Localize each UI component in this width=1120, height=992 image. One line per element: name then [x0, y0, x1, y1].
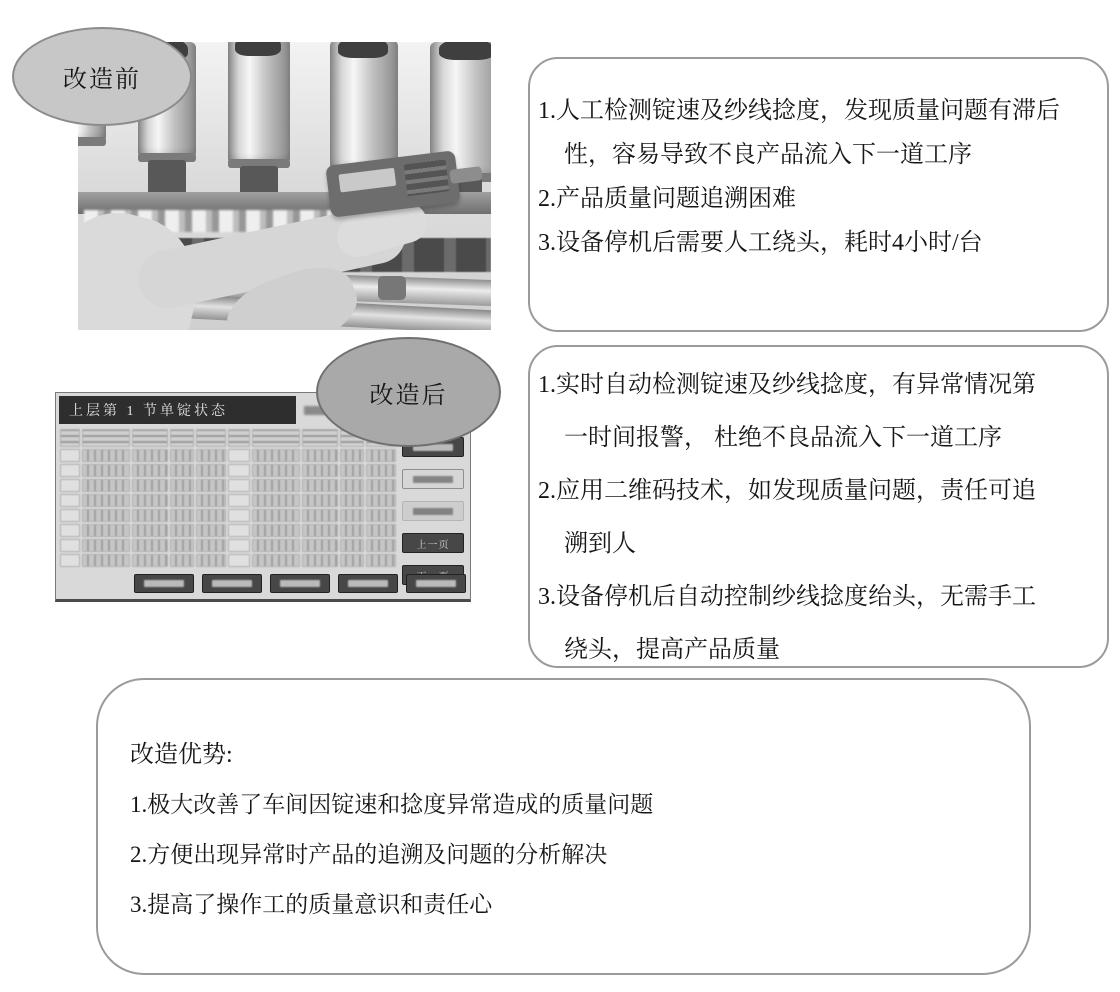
text-line: 3.设备停机后自动控制纱线捻度绐头，无需手工	[538, 584, 1036, 610]
table-header-cell	[228, 429, 250, 447]
table-cell	[196, 449, 226, 462]
illegible-label	[413, 476, 454, 483]
table-cell	[82, 524, 130, 537]
table-header-cell	[82, 429, 130, 447]
table-header-cell	[132, 429, 168, 447]
table-row	[60, 509, 396, 522]
table-cell	[60, 524, 80, 537]
before-issues-box	[528, 57, 1109, 332]
table-cell	[340, 509, 364, 522]
table-cell	[132, 554, 168, 567]
screenshot-bottom-buttons	[56, 574, 466, 593]
table-cell	[228, 449, 250, 462]
table-cell	[252, 539, 300, 552]
table-cell	[302, 509, 338, 522]
advantages-box	[96, 678, 1031, 975]
table-cell	[196, 479, 226, 492]
text-line: 2.产品质量问题追溯困难	[538, 186, 796, 212]
text-line: 1.人工检测锭速及纱线捻度，发现质量问题有滞后	[538, 98, 1060, 124]
table-cell	[60, 539, 80, 552]
table-cell	[366, 479, 396, 492]
table-row	[60, 494, 396, 507]
table-header-cell	[60, 429, 80, 447]
table-cell	[82, 479, 130, 492]
after-label: 改造后	[369, 382, 448, 409]
table-cell	[340, 464, 364, 477]
table-cell	[170, 539, 194, 552]
table-cell	[170, 464, 194, 477]
table-cell	[252, 494, 300, 507]
table-cell	[366, 554, 396, 567]
table-cell	[132, 464, 168, 477]
screenshot-bottom-button	[270, 574, 330, 593]
screenshot-bottom-button	[406, 574, 466, 593]
table-cell	[302, 464, 338, 477]
screenshot-bottom-button	[338, 574, 398, 593]
table-cell	[132, 449, 168, 462]
table-cell	[132, 509, 168, 522]
spindle-can	[228, 42, 290, 166]
text-line: 绕头，提高产品质量	[564, 637, 780, 663]
table-cell	[302, 554, 338, 567]
table-cell	[366, 449, 396, 462]
table-header-cell	[196, 429, 226, 447]
text-line: 一时间报警， 杜绝不良品流入下一道工序	[564, 425, 1002, 451]
screenshot-bottom-button	[134, 574, 194, 593]
table-row	[60, 479, 396, 492]
screenshot-spindle-table	[60, 429, 396, 569]
table-cell	[82, 554, 130, 567]
side-button-label: 上一页	[416, 539, 450, 551]
illegible-label	[144, 580, 183, 587]
screenshot-bottom-button	[202, 574, 262, 593]
table-cell	[82, 494, 130, 507]
spindle-can	[330, 42, 398, 172]
text-line: 性，容易导致不良产品流入下一道工序	[564, 142, 972, 168]
table-cell	[196, 509, 226, 522]
text-line: 1.实时自动检测锭速及纱线捻度，有异常情况第	[538, 372, 1036, 398]
table-cell	[302, 539, 338, 552]
illegible-label	[413, 508, 454, 515]
text-line: 溯到人	[564, 531, 636, 557]
illegible-label	[348, 580, 387, 587]
screenshot-side-button	[402, 501, 464, 521]
table-cell	[170, 554, 194, 567]
table-cell	[196, 464, 226, 477]
table-cell	[196, 539, 226, 552]
table-header-cell	[302, 429, 338, 447]
screenshot-titlebar	[59, 396, 296, 424]
table-cell	[228, 554, 250, 567]
table-cell	[366, 539, 396, 552]
table-cell	[60, 494, 80, 507]
table-cell	[170, 494, 194, 507]
table-cell	[302, 494, 338, 507]
table-cell	[340, 554, 364, 567]
table-cell	[366, 464, 396, 477]
table-row	[60, 449, 396, 462]
advantages-title: 改造优势:	[130, 742, 233, 768]
text-line: 3.提高了操作工的质量意识和责任心	[130, 892, 493, 917]
table-cell	[228, 479, 250, 492]
table-cell	[228, 524, 250, 537]
table-cell	[252, 509, 300, 522]
table-cell	[132, 524, 168, 537]
table-cell	[252, 479, 300, 492]
table-row	[60, 539, 396, 552]
illegible-label	[280, 580, 319, 587]
table-row	[60, 464, 396, 477]
text-line: 2.方便出现异常时产品的追溯及问题的分析解决	[130, 842, 608, 867]
table-cell	[302, 449, 338, 462]
table-cell	[252, 464, 300, 477]
table-cell	[302, 479, 338, 492]
roller-cap	[378, 276, 406, 300]
table-cell	[228, 509, 250, 522]
table-cell	[302, 524, 338, 537]
illegible-label	[212, 580, 251, 587]
text-line: 3.设备停机后需要人工绕头，耗时4小时/台	[538, 230, 983, 256]
table-cell	[132, 494, 168, 507]
table-cell	[340, 449, 364, 462]
machine-bracket	[148, 160, 186, 194]
table-cell	[196, 524, 226, 537]
screenshot-side-button	[402, 533, 464, 553]
screenshot-title: 上层第 1 节单锭状态	[69, 404, 228, 419]
table-cell	[82, 539, 130, 552]
table-header-cell	[252, 429, 300, 447]
table-header-cell	[170, 429, 194, 447]
table-cell	[366, 509, 396, 522]
table-cell	[132, 479, 168, 492]
after-label-bubble	[316, 337, 501, 447]
table-cell	[340, 524, 364, 537]
table-cell	[252, 524, 300, 537]
table-cell	[196, 554, 226, 567]
table-cell	[228, 494, 250, 507]
table-cell	[228, 464, 250, 477]
table-cell	[252, 554, 300, 567]
table-cell	[170, 509, 194, 522]
table-row	[60, 524, 396, 537]
table-cell	[366, 494, 396, 507]
table-cell	[170, 524, 194, 537]
table-cell	[60, 449, 80, 462]
screenshot-side-button	[402, 469, 464, 489]
table-cell	[196, 494, 226, 507]
text-line: 2.应用二维码技术，如发现质量问题，责任可追	[538, 478, 1036, 504]
illegible-label	[416, 580, 455, 587]
table-cell	[60, 464, 80, 477]
table-cell	[82, 464, 130, 477]
table-cell	[340, 494, 364, 507]
table-cell	[170, 449, 194, 462]
table-row	[60, 554, 396, 567]
table-cell	[366, 524, 396, 537]
table-cell	[228, 539, 250, 552]
table-cell	[60, 554, 80, 567]
table-cell	[340, 479, 364, 492]
before-label-bubble	[12, 27, 192, 126]
table-cell	[60, 509, 80, 522]
table-cell	[60, 479, 80, 492]
before-label: 改造前	[63, 67, 141, 93]
table-cell	[82, 509, 130, 522]
table-cell	[340, 539, 364, 552]
after-benefits-box	[528, 345, 1109, 668]
table-cell	[170, 479, 194, 492]
table-cell	[252, 449, 300, 462]
text-line: 1.极大改善了车间因锭速和捻度异常造成的质量问题	[130, 792, 654, 817]
table-cell	[132, 539, 168, 552]
table-cell	[82, 449, 130, 462]
screenshot-side-buttons	[402, 437, 464, 585]
